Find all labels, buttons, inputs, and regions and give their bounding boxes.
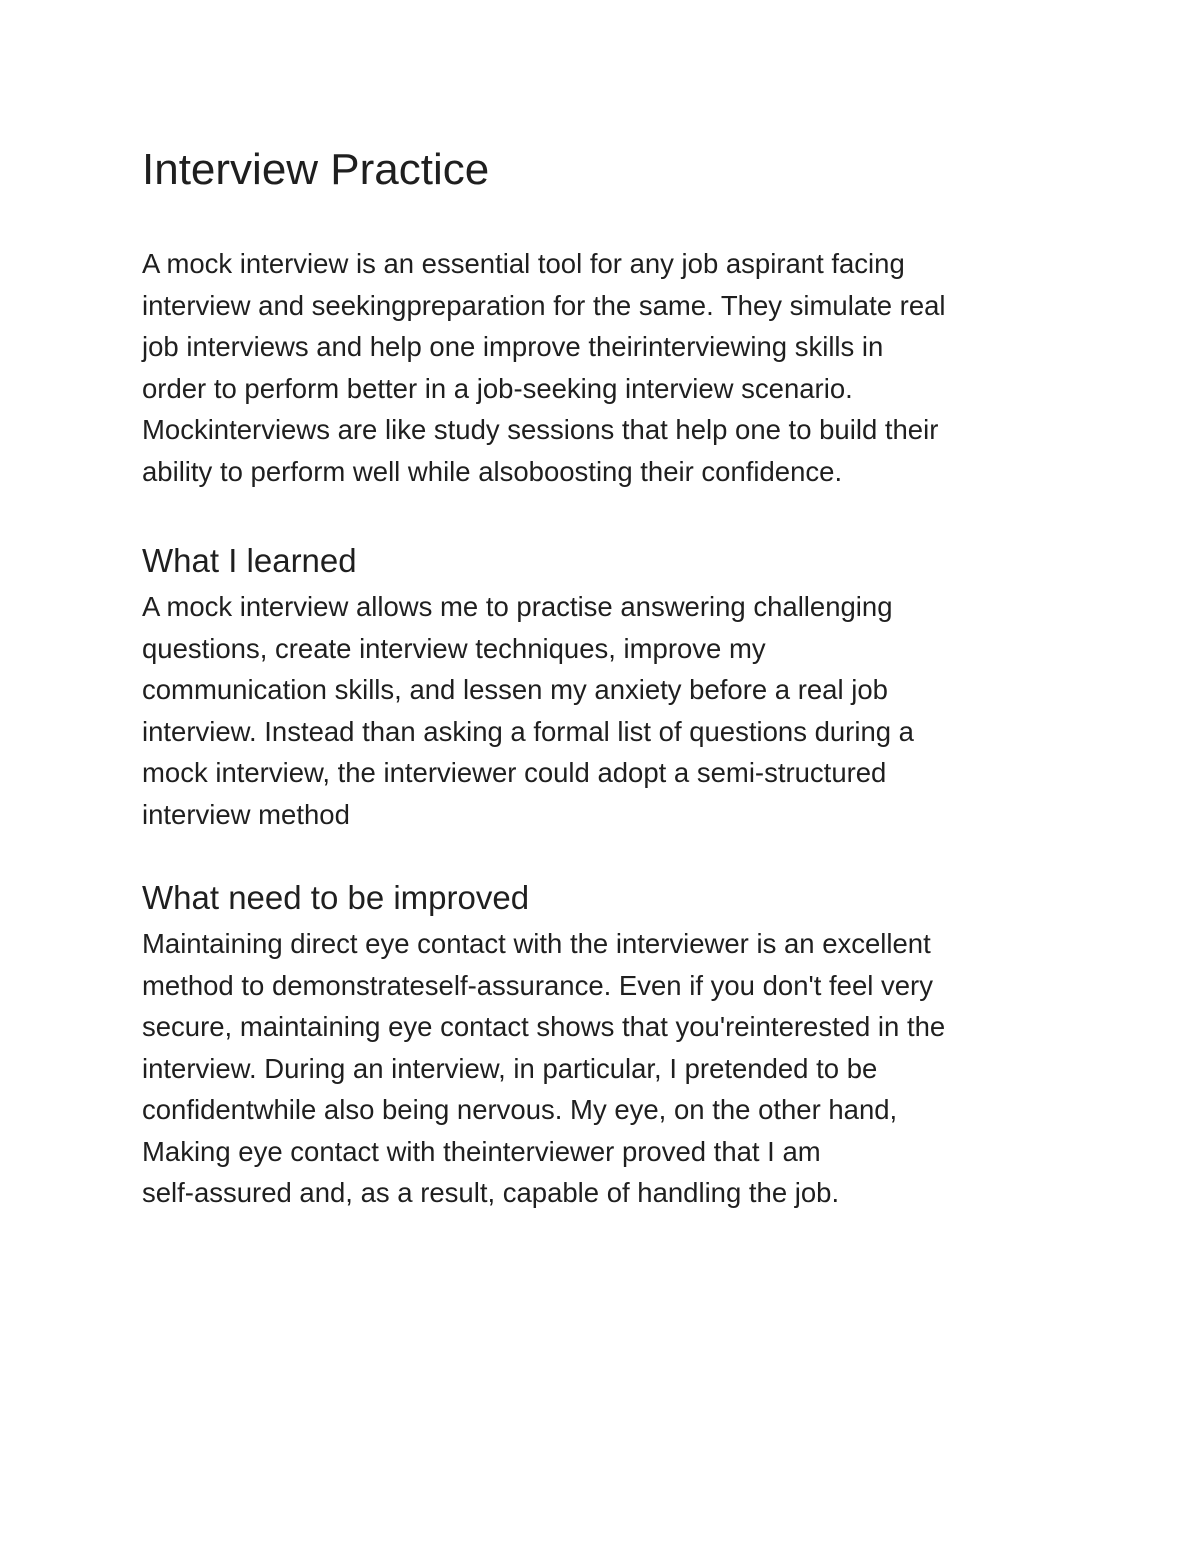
learned-line: communication skills, and lessen my anxiety before a real job	[142, 674, 888, 705]
improved-line: method to demonstrateself-assurance. Even if you don't feel very	[142, 969, 933, 1001]
learned-line: mock interview, the interviewer could adopt a semi-structured	[142, 757, 887, 788]
learned-line: A mock interview allows me to practise answering challenging	[142, 591, 893, 622]
improved-line: interview. During an interview, in particular, I pretended to be	[142, 1052, 878, 1084]
improved-line: self-assured and, as a result, capable of handling the job.	[142, 1177, 840, 1208]
learned-line: interview. Instead than asking a formal list of questions during a	[142, 715, 914, 747]
intro-line: interview and seekingpreparation for the same. They simulate real	[142, 289, 946, 321]
intro-paragraph	[142, 243, 1072, 492]
improved-line: confidentwhile also being nervous. My eye, on the other hand,	[142, 1094, 898, 1125]
improved-line: Making eye contact with theinterviewer proved that I am	[142, 1135, 821, 1167]
learned-line: interview method	[142, 798, 350, 830]
section-heading-improved: What need to be improved	[142, 879, 530, 916]
learned-line: questions, create interview techniques, improve my	[142, 632, 766, 664]
section-heading-learned: What I learned	[142, 542, 357, 579]
intro-line: order to perform better in a job-seeking interview scenario.	[142, 372, 853, 404]
intro-line: A mock interview is an essential tool for any job aspirant facing	[142, 248, 905, 279]
intro-line: Mockinterviews are like study sessions that help one to build their	[142, 414, 939, 445]
intro-line: ability to perform well while alsoboosting their confidence.	[142, 455, 843, 487]
learned-paragraph	[142, 586, 1072, 835]
page-title: Interview Practice	[142, 145, 490, 194]
improved-line: secure, maintaining eye contact shows that you'reinterested in the	[142, 1011, 946, 1042]
improved-line: Maintaining direct eye contact with the interviewer is an excellent	[142, 928, 931, 959]
intro-line: job interviews and help one improve theirinterviewing skills in	[142, 331, 884, 362]
improved-paragraph	[142, 923, 1072, 1214]
